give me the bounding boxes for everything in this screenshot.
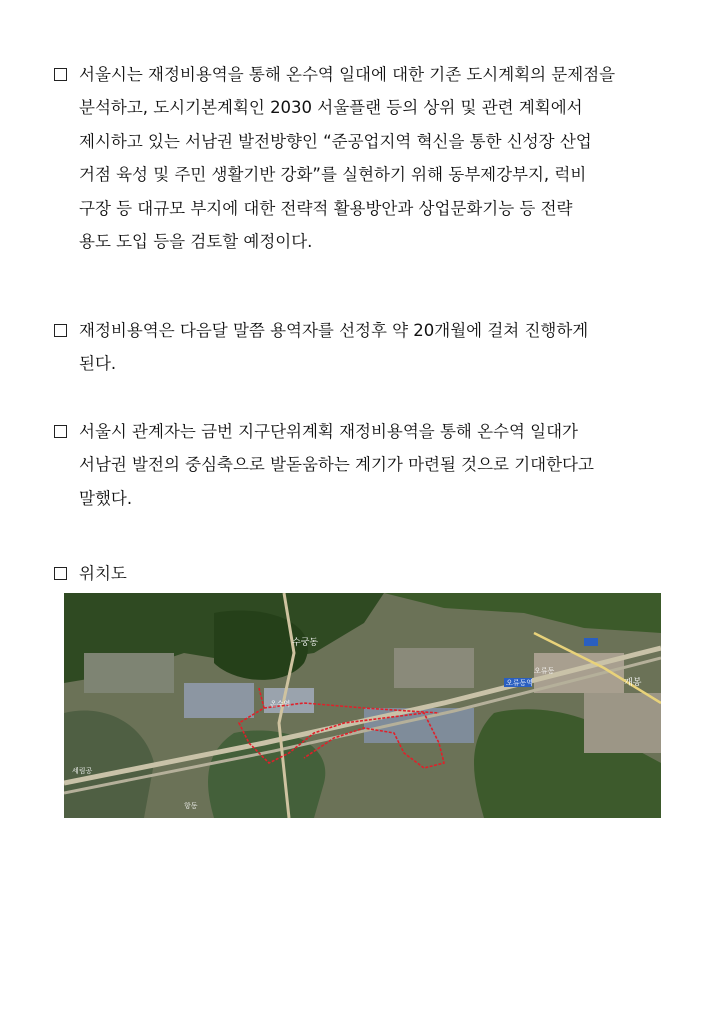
map-label: 온수역 — [270, 700, 291, 708]
checkbox-bullet — [54, 567, 67, 580]
map-label: 세림공 — [72, 767, 93, 775]
text-line: 거점 육성 및 주민 생활기반 강화”를 실현하기 위해 동부제강부지, 럭비 — [79, 165, 587, 185]
checkbox-bullet — [54, 68, 67, 81]
map-label: 오류동역 — [506, 679, 534, 687]
map-label: 오류동 — [534, 667, 555, 675]
checkbox-bullet — [54, 324, 67, 337]
paragraph-location-map-title — [54, 557, 670, 590]
text-line: 된다. — [79, 354, 117, 374]
checkbox-bullet — [54, 425, 67, 438]
text-line: 제시하고 있는 서남권 발전방향인 “준공업지역 혁신을 통한 신성장 산업 — [79, 131, 592, 151]
text-line: 말했다. — [79, 488, 133, 508]
text-line: 재정비용역은 다음달 말쯤 용역자를 선정후 약 20개월에 걸쳐 진행하게 — [79, 321, 589, 340]
text-line: 서남권 발전의 중심축으로 발돋움하는 계기가 마련될 것으로 기대한다고 — [79, 455, 594, 475]
map-label: 항동 — [184, 802, 198, 810]
paragraph-schedule — [54, 314, 670, 381]
paragraph-study-plan — [54, 58, 670, 258]
map-label: 개봉 — [624, 678, 642, 688]
text-line: 서울시는 재정비용역을 통해 온수역 일대에 대한 기존 도시계획의 문제점을 — [79, 65, 616, 84]
location-map — [64, 593, 661, 818]
section-title: 위치도 — [79, 564, 127, 583]
paragraph-official-quote — [54, 415, 670, 515]
text-line: 구장 등 대규모 부지에 대한 전략적 활용방안과 상업문화기능 등 전략 — [79, 198, 573, 218]
text-line: 서울시 관계자는 금번 지구단위계획 재정비용역을 통해 온수역 일대가 — [79, 422, 578, 441]
text-line: 용도 도입 등을 검토할 예정이다. — [79, 231, 313, 251]
map-label: 수궁동 — [292, 638, 319, 648]
text-line: 분석하고, 도시기본계획인 2030 서울플랜 등의 상위 및 관련 계획에서 — [79, 98, 583, 118]
aerial-map-image — [64, 593, 661, 818]
